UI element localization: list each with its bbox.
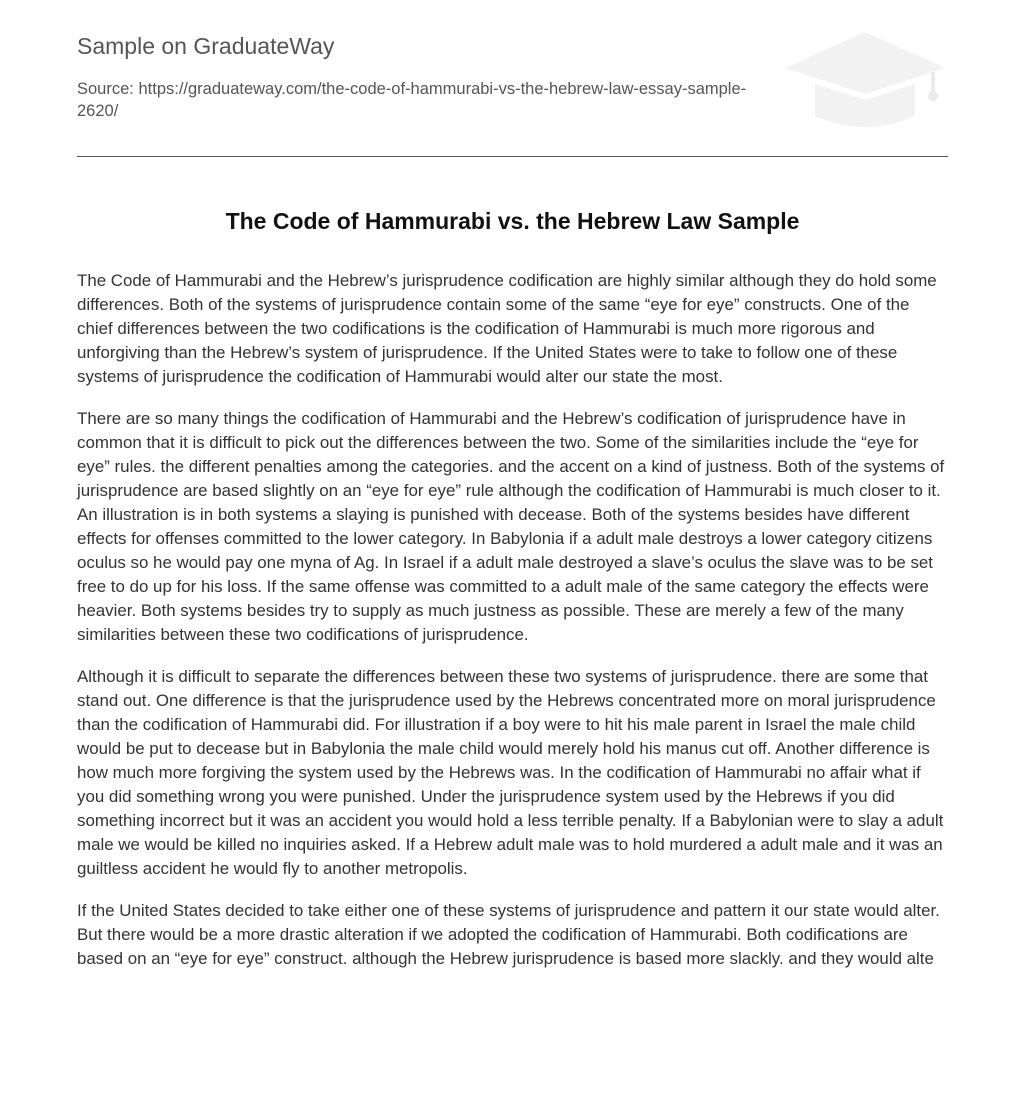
source-line [77, 78, 757, 122]
paragraph: If the United States decided to take either one of these systems of jurisprudence and pattern it our state would alter. But there would be a more drastic alteration if we adopted the codification of Hammurabi. Both codifications are based on an “eye for eye” construct. although the Hebrew jurisprudence is based more slackly. and they would alte [77, 901, 940, 968]
cap-tassel-end [928, 91, 938, 101]
document-page [77, 0, 948, 989]
paragraph: There are so many things the codification of Hammurabi and the Hebrew’s codification of jurisprudence have in common that it is difficult to pick out the differences between the two. Some of the similarities include the “eye for eye” rules. the different penalties among the categories. and the accent on a kind of justness. Both of the systems of jurisprudence are based slightly on an “eye for eye” rule although the codification of Hammurabi is much closer to it. An illustration is in both systems a slaying is punished with decease. Both of the systems besides have different effects for offenses committed to the lower category. In Babylonia if a adult male destroys a lower category citizens oculus so he would pay one myna of Ag. In Israel if a adult male destroyed a slave’s oculus the slave was to be set free to do up for his loss. If the same offense was committed to a adult male of the same category the effects were heavier. Both systems besides try to supply as much justness as possible. These are merely a few of the many similarities between these two codifications of jurisprudence. [77, 409, 945, 644]
paragraph: Although it is difficult to separate the differences between these two systems of jurisprudence. there are some that stand out. One difference is that the jurisprudence used by the Hebrews concentrated more on moral jurisprudence than the codification of Hammurabi did. For illustration if a boy were to hit his male parent in Israel the male child would be put to decease but in Babylonia the male child would merely hold his manus cut off. Another difference is how much more forgiving the system used by the Hebrews was. In the codification of Hammurabi no affair what if you did something wrong you were punished. Under the jurisprudence system used by the Hebrews if you did something incorrect but it was an accident you would hold a less terrible penalty. If a Babylonian were to slay a adult male we would be killed no inquiries asked. If a Hebrew adult male was to hold murdered a adult male and it was an guiltless accident he would fly to another metropolis. [77, 667, 944, 878]
source-link[interactable]: https://graduateway.com/the-code-of-hammurabi-vs-the-hebrew-law-essay-sample-2620/ [77, 80, 747, 120]
site-title: Sample on GraduateWay [77, 33, 335, 59]
page-header [77, 0, 948, 157]
cap-board [785, 32, 945, 94]
source-label: Source: [77, 80, 134, 98]
graduation-cap-icon [782, 30, 948, 132]
document-body [77, 269, 948, 971]
paragraph: The Code of Hammurabi and the Hebrew’s jurisprudence codification are highly similar although they do hold some differences. Both of the systems of jurisprudence contain some of the same “eye for eye” constructs. One of the chief differences between the two codifications is the codification of Hammurabi is much more rigorous and unforgiving than the Hebrew’s system of jurisprudence. If the United States were to take to follow one of these systems of jurisprudence the codification of Hammurabi would alter our state the most. [77, 271, 937, 386]
document-title: The Code of Hammurabi vs. the Hebrew Law Sample [225, 208, 800, 234]
